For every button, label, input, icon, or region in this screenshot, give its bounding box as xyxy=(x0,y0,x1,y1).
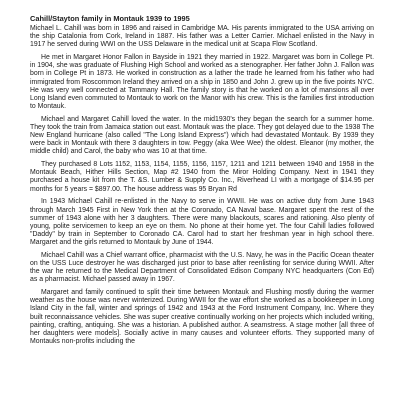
paragraph-7: Margaret and family continued to split their time between Montauk and Flushing mostly during the warmer weather as the house was never winterized. During WWII for the war effort she worked as a bookkeeper in Long Island City in the fall, winter and springs of 1942 and 1943 at the Ford Instrument Company, Inc. Where they built reconnaissance vehicles. She was super creative continually working on her projects which included writing, painting, crafting, antiquing. She was a historian. A published author. A seamstress. A stage mother [all three of her daughters were models]. Socially active in many causes and volunteer efforts. They supported many of Montauks non-profits including the xyxy=(30,289,374,346)
document-body xyxy=(30,14,374,351)
paragraph-5: In 1943 Michael Cahill re-enlisted in the Navy to serve in WWII. He was on active duty from June 1943 through March 1945 First in New York then at the Coronado, CA Naval base. Margaret spent the rest of the summer of 1943 alone with her 3 daughters. There were many blackouts, scares and rationing. Also plenty of young, polite servicemen to keep an eye on them. No phone at their home yet. The four Cahill ladies followed "Daddy" by train in September to Coronado CA. Carol had to start her freshman year in high school there. Margaret and the girls returned to Montauk by June of 1944. xyxy=(30,198,374,247)
paragraph-3: Michael and Margaret Cahill loved the water. In the mid1930's they began the search for a summer home. They took the train from Jamaica station out east. Montauk was the place. They got delayed due to the 1938 The New England hurricane (also called "The Long Island Express") which had devastated Montauk. By 1939 they were back in Montauk with there 3 daughters in tow. Peggy (aka Wee Wee) the oldest. Eleanor (my mother, the middle child) and Carol, the baby who was 10 at that time. xyxy=(30,115,374,156)
paragraph-2: He met in Margaret Honor Fallon in Bayside in 1921 they married in 1922. Margaret was born in College Pt. in 1904, she was graduate of Flushing High School and worked as a stenographer. Her father John J. Fallon was born in College Pt in 1873. He worked in construction as a lather the trade he learned from his father who had immigrated from Roscommon Ireland they arrived on a ship in 1850 and John J. grew up in the five points NYC. He was very well connected at Tammany Hall. The family story is that he worked on a lot of mansions all over Long Island even commuted to Montauk to work on the Manor with his crew. This is the families first introduction to Montauk. xyxy=(30,54,374,110)
paragraph-4: They purchased 8 Lots 1152, 1153, 1154, 1155, 1156, 1157, 1211 and 1211 between 1940 and 1958 in the Montauk Beach, Hither Hills Section, Map #2 1940 from the Miror Holding Company. Next in 1941 they purchased a house kit from the T. &S. Lumber & Supply Co. Inc., Riverhead LI with a mortgage of $14.95 per months for 5 years = $897.00. The house address was 95 Bryan Rd xyxy=(30,161,374,193)
document-title: Cahill/Stayton family in Montauk 1939 to 1995 xyxy=(30,14,190,23)
paragraph-6: Michael Cahill was a Chief warrant office, pharmacist with the U.S. Navy, he was in the Pacific Ocean theater on the USS Luce destroyer he was discharged just prior to base after reenlisting for service during WWII. After the war he returned to the Medical Department of Consolidated Edison Company NYC headquarters (Con Ed) as a pharmacist. Michael passed away in 1967. xyxy=(30,251,374,284)
paragraph-1: Michael L. Cahill was born in 1896 and raised in Cambridge MA. His parents immigrated to the USA arriving on the ship Catalonia from Cork, Ireland in 1887. His father was a Letter Carrier. Michael enlisted in the Navy in 1917 he served during WWI on the USS Delaware in the medical unit at Scapa Flow Scotland. xyxy=(30,25,374,49)
